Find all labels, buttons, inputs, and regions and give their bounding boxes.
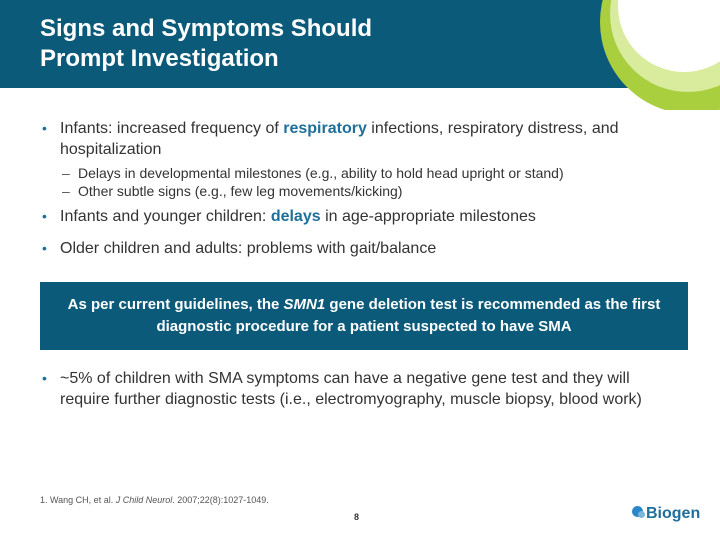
bullet-list xyxy=(40,118,690,259)
bullet-item: • Older children and adults: problems with gait/balance xyxy=(42,240,437,257)
highlight-word: respiratory xyxy=(283,120,367,137)
bullet-item: • ~5% of children with SMA symptoms can have a negative gene test and they will require further diagnostic tests (i.e., electromyography, muscle biopsy, blood work) xyxy=(42,370,642,408)
corner-swoosh-graphic xyxy=(580,0,720,110)
logo-wordmark: Biogen xyxy=(646,505,701,522)
gene-name: SMN1 xyxy=(283,296,326,313)
dash-icon: – xyxy=(62,165,70,181)
bullet-dot-icon: • xyxy=(42,370,47,386)
bullet-dot-icon: • xyxy=(42,240,47,256)
page-number: 8 xyxy=(354,512,360,522)
title-line-2: Prompt Investigation xyxy=(40,45,279,72)
slide-title xyxy=(40,14,560,74)
dash-icon: – xyxy=(62,183,70,199)
bottom-bullet-list xyxy=(40,368,680,410)
reference-footnote: 1. Wang CH, et al. J Child Neurol. 2007;22(8):1027-1049. xyxy=(40,495,269,505)
title-line-1: Signs and Symptoms Should xyxy=(40,15,373,42)
biogen-logo xyxy=(632,502,712,528)
bullet-item: • Infants and younger children: delays in age-appropriate milestones xyxy=(42,208,536,225)
sub-bullet-item: – Delays in developmental milestones (e.g., ability to hold head upright or stand) xyxy=(62,165,564,181)
logo-mark-dot-icon xyxy=(638,511,645,518)
bullet-dot-icon: • xyxy=(42,208,47,224)
guideline-callout-box: As per current guidelines, the SMN1 gene deletion test is recommended as the first diagnostic procedure for a patient suspected to have SMA xyxy=(40,282,688,350)
bullet-item: • Infants: increased frequency of respiratory infections, respiratory distress, and hospitalization xyxy=(42,120,619,158)
highlight-word: delays xyxy=(270,208,321,225)
sub-bullet-item: – Other subtle signs (e.g., few leg movements/kicking) xyxy=(62,183,403,199)
bullet-dot-icon: • xyxy=(42,120,47,136)
